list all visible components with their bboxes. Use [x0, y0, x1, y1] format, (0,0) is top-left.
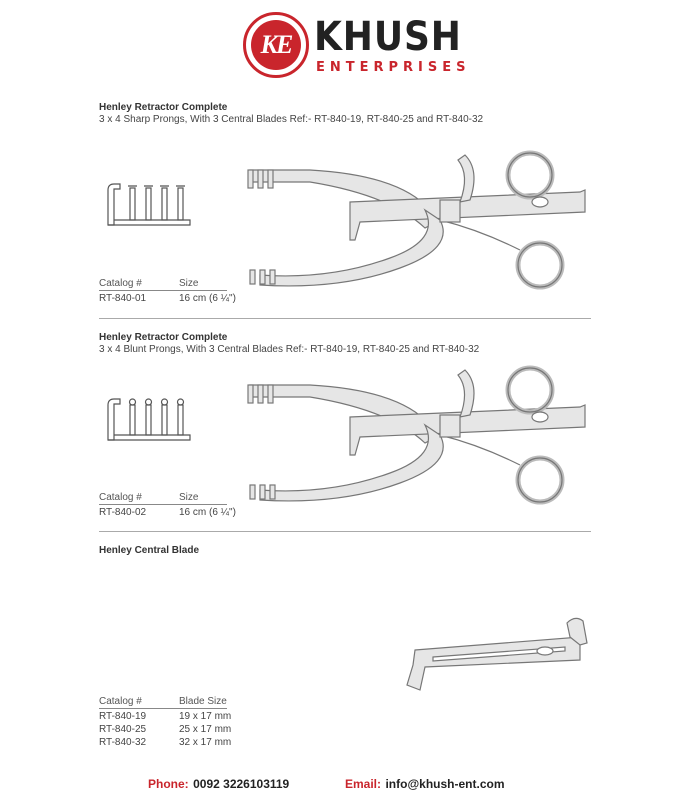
- product-2-col-catalog: Catalog #: [99, 492, 142, 503]
- product-2-table-rule: [99, 504, 227, 505]
- product-1-table-rule: [99, 290, 227, 291]
- section-divider-1: [99, 318, 591, 319]
- footer-email-value[interactable]: info@khush-ent.com: [385, 777, 505, 791]
- product-3-row-3-size: 32 x 17 mm: [179, 737, 232, 748]
- product-1-col-size: Size: [179, 278, 199, 289]
- product-3-row-1-catalog: RT-840-19: [99, 711, 147, 722]
- product-2-row-catalog: RT-840-02: [99, 507, 147, 518]
- product-3-row-3-catalog: RT-840-32: [99, 737, 147, 748]
- product-2-row-size: 16 cm (6 ¼"): [179, 507, 236, 518]
- logo-monogram: KE: [260, 30, 292, 59]
- product-3-row-1-size: 19 x 17 mm: [179, 711, 232, 722]
- product-2-col-size: Size: [179, 492, 199, 503]
- logo-badge: [243, 12, 309, 78]
- product-1-title: Henley Retractor Complete: [99, 102, 228, 113]
- product-1-row-size: 16 cm (6 ¼"): [179, 293, 236, 304]
- product-3-col-size: Blade Size: [179, 696, 227, 707]
- retractor-image-blunt: [240, 365, 600, 515]
- brand-name: KHUSH: [314, 14, 462, 60]
- product-3-title: Henley Central Blade: [99, 545, 200, 556]
- central-blade-image: [395, 615, 595, 695]
- footer-email-label: Email:: [345, 777, 382, 791]
- footer-email: [345, 775, 505, 793]
- product-3-col-catalog: Catalog #: [99, 696, 142, 707]
- product-2-title: Henley Retractor Complete: [99, 332, 228, 343]
- footer-phone-value[interactable]: 0092 3226103119: [193, 777, 290, 791]
- prong-diagram-blunt: [100, 395, 192, 445]
- product-3-row-2-catalog: RT-840-25: [99, 724, 147, 735]
- product-1-col-catalog: Catalog #: [99, 278, 142, 289]
- footer-phone-label: Phone:: [148, 777, 189, 791]
- retractor-image-sharp: [240, 150, 600, 300]
- product-3-row-2-size: 25 x 17 mm: [179, 724, 232, 735]
- product-1-description: 3 x 4 Sharp Prongs, With 3 Central Blades Ref:- RT-840-19, RT-840-25 and RT-840-32: [99, 114, 484, 125]
- brand-subtitle: ENTERPRISES: [316, 60, 471, 75]
- footer-phone: [148, 775, 289, 793]
- section-divider-2: [99, 531, 591, 532]
- product-1-row-catalog: RT-840-01: [99, 293, 147, 304]
- prong-diagram-sharp: [100, 180, 192, 230]
- product-2-description: 3 x 4 Blunt Prongs, With 3 Central Blades Ref:- RT-840-19, RT-840-25 and RT-840-32: [99, 344, 480, 355]
- product-3-table-rule: [99, 708, 227, 709]
